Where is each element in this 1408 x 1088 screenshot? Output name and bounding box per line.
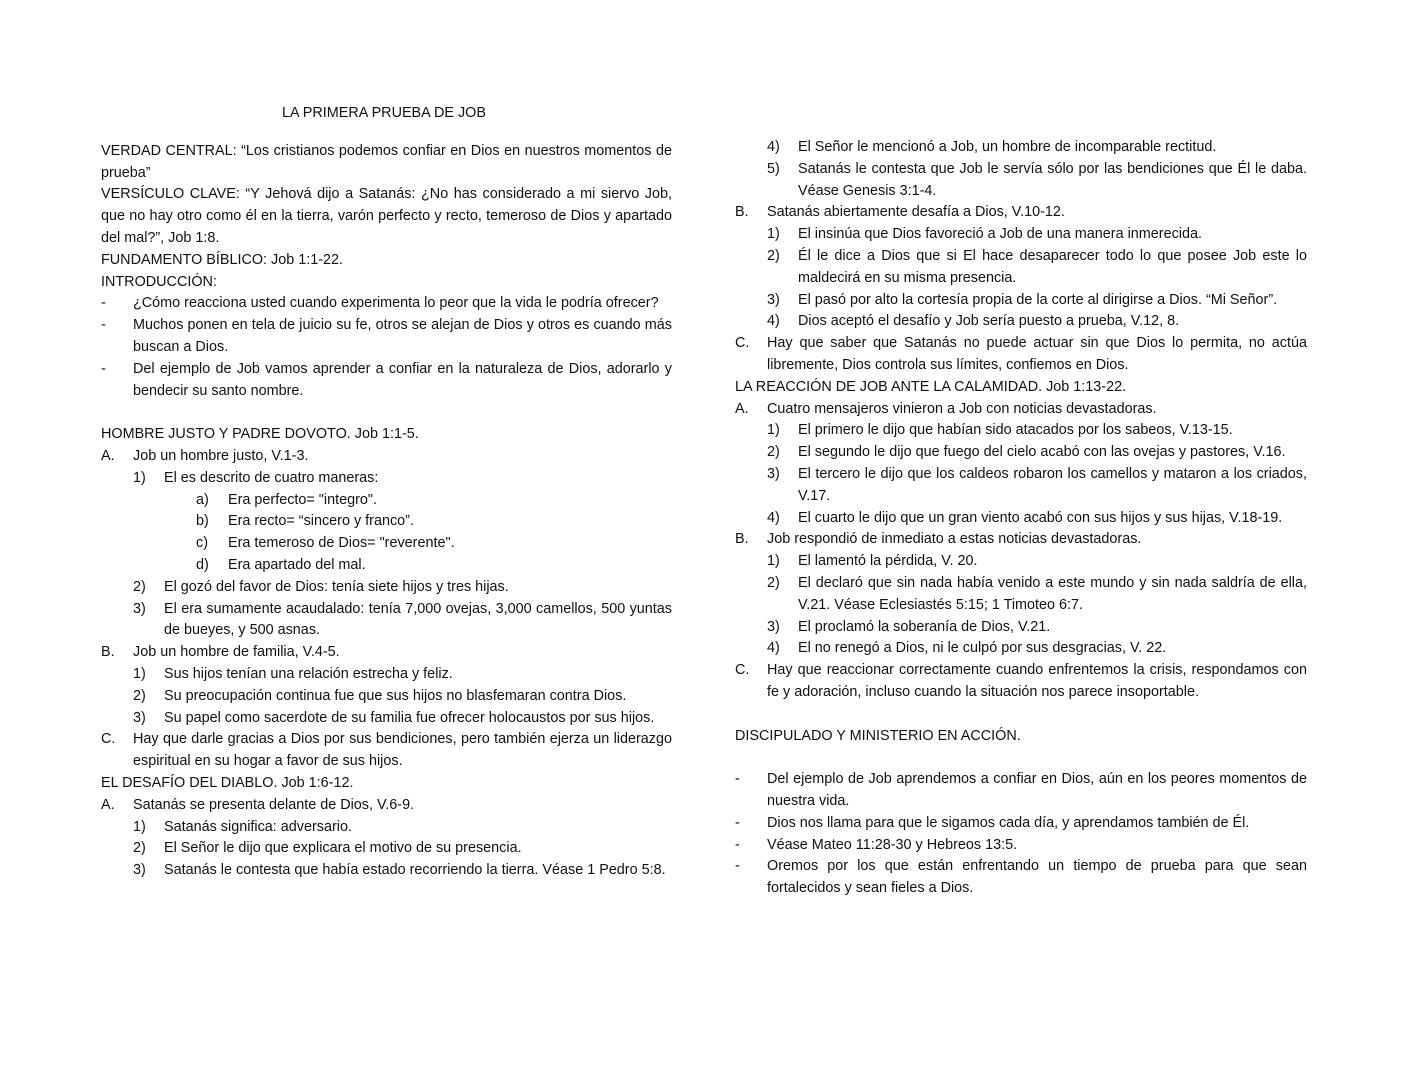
final-item: - Del ejemplo de Job aprendemos a confiar en Dios, aún en los peores momentos de nuestra vida. bbox=[735, 769, 1307, 813]
outline-item-B: B. Job respondió de inmediato a estas noticias devastadoras. bbox=[735, 531, 1142, 548]
outline-item-3: 3) Su papel como sacerdote de su familia fue ofrecer holocaustos por sus hijos. bbox=[133, 709, 655, 726]
outline-item-3: 3) El pasó por alto la cortesía propia de la corte al dirigirse a Dios. “Mi Señor”. bbox=[767, 291, 1278, 308]
intro-item: - ¿Cómo reacciona usted cuando experimenta lo peor que la vida le podría ofrecer? bbox=[101, 293, 672, 315]
outline-item-2: 2) El declaró que sin nada había venido a este mundo y sin nada saldría de ella, V.21. Véase Eclesiastés 5:15; 1 Timoteo 6:7. bbox=[767, 574, 1307, 613]
outline-item-A: A. Satanás se presenta delante de Dios, V.6-9. bbox=[101, 796, 415, 813]
verdad-central: VERDAD CENTRAL: “Los cristianos podemos confiar en Dios en nuestros momentos de prueba” bbox=[101, 142, 672, 181]
outline-item-4: 4) Dios aceptó el desafío y Job sería puesto a prueba, V.12, 8. bbox=[767, 313, 1180, 330]
introduccion-heading: INTRODUCCIÓN: bbox=[101, 273, 217, 290]
outline-item-2: 2) El segundo le dijo que fuego del cielo acabó con las ovejas y pastores, V.16. bbox=[767, 444, 1286, 461]
page-title: LA PRIMERA PRUEBA DE JOB bbox=[282, 105, 486, 121]
outline-item-a: a) Era perfecto= "integro". bbox=[196, 491, 378, 508]
versiculo-clave: VERSÍCULO CLAVE: “Y Jehová dijo a Satanás: ¿No has considerado a mi siervo Job, que no hay otro como él en la tierra, varón perfecto y recto, temeroso de Dios y apartado del mal?”, Job 1:8. bbox=[101, 186, 672, 246]
outline-item-2: 2) Él le dice a Dios que si El hace desaparecer todo lo que posee Job este lo maldecirá en su misma presencia. bbox=[767, 247, 1307, 286]
outline-item-4: 4) El cuarto le dijo que un gran viento acabó con sus hijos y sus hijas, V.18-19. bbox=[767, 509, 1283, 526]
outline-item-1: 1) Satanás significa: adversario. bbox=[133, 818, 352, 835]
outline-item-4: 4) El Señor le mencionó a Job, un hombre de incomparable rectitud. bbox=[767, 139, 1217, 155]
bullet-dash: - bbox=[735, 771, 740, 788]
intro-item: - Muchos ponen en tela de juicio su fe, otros se alejan de Dios y otros es cuando más buscan a Dios. bbox=[101, 315, 672, 359]
outline-item-C: C. Hay que darle gracias a Dios por sus bendiciones, pero también ejerza un liderazgo espiritual en su hogar a favor de sus hijos. bbox=[101, 731, 672, 770]
outline-item-4: 4) El no renegó a Dios, ni le culpó por sus desgracias, V. 22. bbox=[767, 640, 1167, 657]
bullet-dash: - bbox=[735, 836, 740, 853]
section-heading-4: DISCIPULADO Y MINISTERIO EN ACCIÓN. bbox=[735, 727, 1021, 744]
section-heading-2: EL DESAFÍO DEL DIABLO. Job 1:6-12. bbox=[101, 774, 354, 791]
outline-item-1: 1) El primero le dijo que habían sido atacados por los sabeos, V.13-15. bbox=[767, 422, 1233, 439]
final-item: - Véase Mateo 11:28-30 y Hebreos 13:5. bbox=[735, 835, 1307, 857]
outline-item-5: 5) Satanás le contesta que Job le servía sólo por las bendiciones que Él le daba. Véase Genesis 3:1-4. bbox=[767, 160, 1307, 199]
outline-item-3: 3) El era sumamente acaudalado: tenía 7,000 ovejas, 3,000 camellos, 500 yuntas de bueyes, y 500 asnas. bbox=[133, 600, 672, 639]
bullet-dash: - bbox=[735, 814, 740, 831]
outline-item-B: B. Job un hombre de familia, V.4-5. bbox=[101, 644, 340, 661]
outline-item-2: 2) Su preocupación continua fue que sus hijos no blasfemaran contra Dios. bbox=[133, 687, 627, 704]
outline-item-A: A. Cuatro mensajeros vinieron a Job con noticias devastadoras. bbox=[735, 400, 1157, 417]
outline-item-1: 1) El lamentó la pérdida, V. 20. bbox=[767, 553, 978, 570]
bullet-dash: - bbox=[735, 858, 740, 875]
outline-item-d: d) Era apartado del mal. bbox=[196, 556, 366, 573]
outline-item-1: 1) Sus hijos tenían una relación estrecha y feliz. bbox=[133, 665, 453, 682]
outline-item-2: 2) El gozó del favor de Dios: tenía siete hijos y tres hijas. bbox=[133, 578, 509, 595]
right-column bbox=[735, 137, 1307, 900]
bullet-dash: - bbox=[101, 360, 106, 377]
section-heading-1: HOMBRE JUSTO Y PADRE DOVOTO. Job 1:1-5. bbox=[101, 426, 419, 443]
final-item: - Dios nos llama para que le sigamos cada día, y aprendamos también de Él. bbox=[735, 813, 1307, 835]
left-column bbox=[101, 103, 672, 882]
outline-item-1: 1) El insinúa que Dios favoreció a Job de una manera inmerecida. bbox=[767, 226, 1202, 243]
outline-item-3: 3) Satanás le contesta que había estado recorriendo la tierra. Véase 1 Pedro 5:8. bbox=[133, 862, 666, 879]
section-heading-3: LA REACCIÓN DE JOB ANTE LA CALAMIDAD. Job 1:13-22. bbox=[735, 378, 1127, 395]
outline-item-3: 3) El tercero le dijo que los caldeos robaron los camellos y mataron a los criados, V.17. bbox=[767, 465, 1307, 504]
bullet-dash: - bbox=[101, 317, 106, 334]
outline-item-3: 3) El proclamó la soberanía de Dios, V.21. bbox=[767, 618, 1051, 635]
outline-item-b: b) Era recto= “sincero y franco”. bbox=[196, 513, 414, 530]
outline-item-C: C. Hay que reaccionar correctamente cuando enfrentemos la crisis, respondamos con fe y adoración, incluso cuando la situación nos parece insoportable. bbox=[735, 662, 1307, 700]
outline-item-A: A. Job un hombre justo, V.1-3. bbox=[101, 447, 309, 464]
fundamento-biblico: FUNDAMENTO BÍBLICO: Job 1:1-22. bbox=[101, 251, 344, 268]
outline-item-c: c) Era temeroso de Dios= "reverente". bbox=[196, 535, 455, 552]
outline-item-C: C. Hay que saber que Satanás no puede actuar sin que Dios lo permita, no actúa libremente, Dios controla sus límites, confiemos en Dios. bbox=[735, 335, 1307, 373]
bullet-dash: - bbox=[101, 295, 106, 312]
final-item: - Oremos por los que están enfrentando un tiempo de prueba para que sean fortalecidos y sean fieles a Dios. bbox=[735, 856, 1307, 900]
outline-item-1: 1) El es descrito de cuatro maneras: bbox=[133, 469, 379, 486]
outline-item-2: 2) El Señor le dijo que explicara el motivo de su presencia. bbox=[133, 840, 522, 857]
outline-item-B: B. Satanás abiertamente desafía a Dios, V.10-12. bbox=[735, 204, 1065, 221]
intro-item: - Del ejemplo de Job vamos aprender a confiar en la naturaleza de Dios, adorarlo y bendecir su santo nombre. bbox=[101, 359, 672, 403]
